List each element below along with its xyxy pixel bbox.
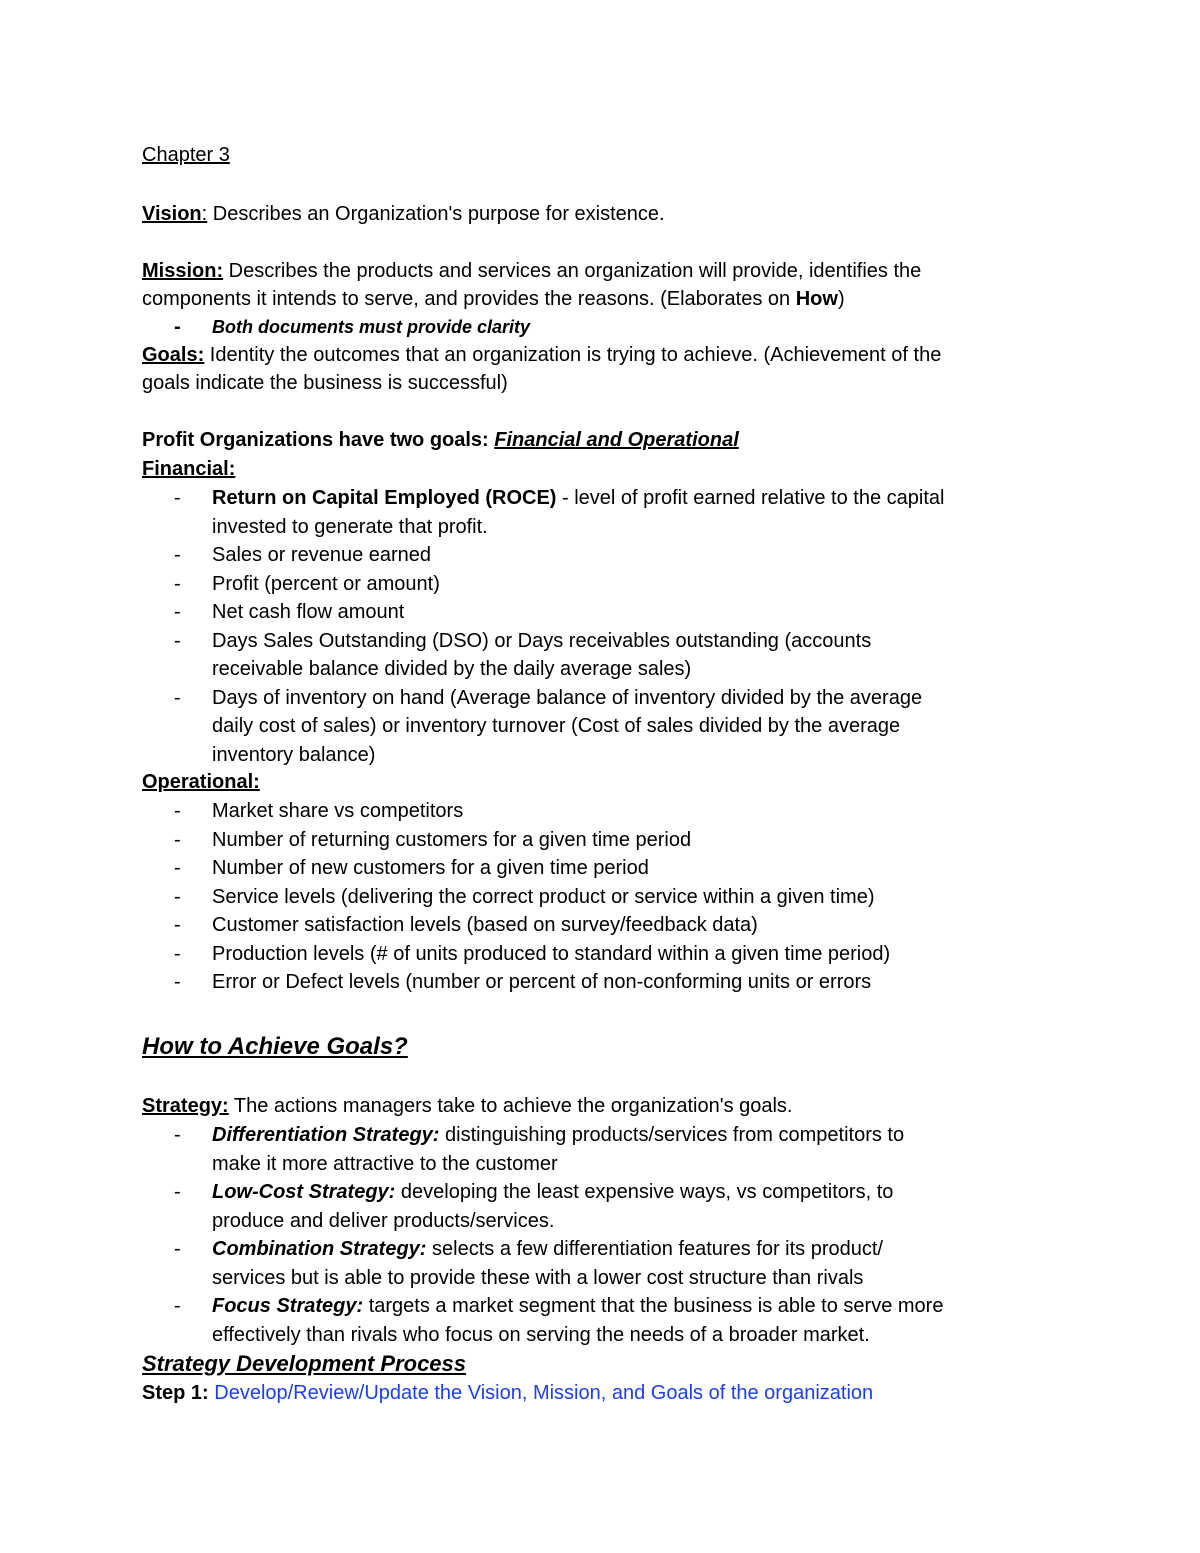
list-item: [142, 854, 890, 883]
mission-line-2: [142, 285, 845, 313]
list-dash: -: [174, 971, 181, 993]
list-item: [142, 570, 944, 599]
list-item-text: Market share vs competitors: [212, 800, 464, 822]
financial-heading: Financial:: [142, 458, 236, 480]
strategy-name: Differentiation Strategy:: [212, 1124, 440, 1146]
step1-text: Develop/Review/Update the Vision, Mission, and Goals of the organization: [214, 1382, 874, 1404]
list-item-text: Number of returning customers for a given time period: [212, 828, 692, 851]
strategy-label: Strategy:: [142, 1095, 229, 1117]
profit-orgs-emph: Financial and Operational: [494, 429, 739, 451]
goals-label: Goals:: [142, 344, 205, 366]
roce-label: Return on Capital Employed (ROCE): [212, 487, 557, 509]
list-item-cont: effectively than rivals who focus on serving the needs of a broader market.: [212, 1323, 870, 1346]
list-dash: -: [174, 601, 181, 623]
list-item: [142, 968, 890, 997]
list-dash: -: [174, 1295, 181, 1317]
list-item-text: Net cash flow amount: [212, 601, 405, 623]
list-item-text: Number of new customers for a given time period: [212, 857, 649, 879]
mission-how: How: [795, 288, 838, 310]
mission-line-1: [142, 257, 921, 285]
mission-text-2: components it intends to serve, and provides the reasons. (Elaborates on: [142, 288, 796, 310]
list-dash: -: [174, 1238, 181, 1260]
operational-heading: Operational:: [142, 771, 260, 793]
vision-paragraph: [142, 200, 665, 228]
list-item-text: targets a market segment that the business is able to serve more: [363, 1295, 944, 1317]
list-item-text: Service levels (delivering the correct product or service within a given time): [212, 885, 875, 908]
strategy-dev-heading: Strategy Development Process: [142, 1351, 467, 1376]
goals-line-1: [142, 341, 941, 369]
mission-bullet-text: Both documents must provide clarity: [212, 317, 531, 337]
strategy-line: [142, 1092, 793, 1120]
operational-list: [142, 797, 890, 997]
mission-close-paren: ): [837, 288, 845, 310]
list-dash: -: [174, 1124, 181, 1146]
list-item-text: developing the least expensive ways, vs competitors, to: [395, 1181, 894, 1203]
list-item-text: Customer satisfaction levels (based on survey/feedback data): [212, 914, 758, 936]
goals-line-2: goals indicate the business is successful): [142, 372, 508, 394]
list-item: [142, 940, 890, 969]
list-item-cont: produce and deliver products/services.: [212, 1209, 555, 1232]
list-item: [142, 541, 944, 570]
list-item-text: distinguishing products/services from competitors to: [439, 1124, 905, 1146]
list-dash: -: [174, 885, 181, 908]
strategy-name: Focus Strategy:: [212, 1295, 364, 1317]
list-item-text: Profit (percent or amount): [212, 572, 440, 595]
list-dash: -: [174, 800, 181, 822]
list-item-text: Days of inventory on hand (Average balance of inventory divided by the average: [212, 686, 923, 709]
list-item-cont: services but is able to provide these with a lower cost structure than rivals: [212, 1266, 864, 1289]
mission-bullet: [174, 313, 531, 341]
financial-list: [142, 484, 944, 769]
list-dash: -: [174, 942, 181, 965]
list-item-cont: receivable balance divided by the daily average sales): [212, 658, 692, 680]
list-dash: -: [174, 572, 181, 595]
vision-text: Describes an Organization's purpose for existence.: [207, 203, 665, 225]
step1-label: Step 1:: [142, 1382, 215, 1404]
mission-text-1: Describes the products and services an organization will provide, identifies the: [223, 260, 922, 282]
list-item-text: selects a few differentiation features for its product/: [426, 1238, 883, 1260]
list-item-text: - level of profit earned relative to the capital: [556, 487, 945, 509]
goals-text-1: Identity the outcomes that an organization is trying to achieve. (Achievement of the: [204, 344, 942, 366]
list-item: [142, 883, 890, 912]
list-item: [142, 484, 944, 541]
list-item-text: Days Sales Outstanding (DSO) or Days receivables outstanding (accounts: [212, 629, 872, 652]
list-dash: -: [174, 857, 181, 879]
list-item-cont: daily cost of sales) or inventory turnover (Cost of sales divided by the average: [212, 715, 901, 737]
list-item: [142, 797, 890, 826]
list-dash: -: [174, 914, 181, 936]
list-item: [142, 1121, 943, 1178]
list-item-cont: make it more attractive to the customer: [212, 1152, 558, 1175]
list-item: [142, 627, 944, 684]
list-item-cont: inventory balance): [212, 743, 376, 766]
strategy-text: The actions managers take to achieve the organization's goals.: [228, 1095, 793, 1117]
list-item-text: Sales or revenue earned: [212, 544, 432, 566]
bullet-dash: -: [174, 316, 181, 338]
list-dash: -: [174, 544, 181, 566]
list-item-text: Production levels (# of units produced to standard within a given time period): [212, 942, 891, 965]
list-dash: -: [174, 686, 181, 709]
list-dash: -: [174, 487, 181, 509]
vision-colon: :: [201, 203, 208, 225]
strategy-name: Combination Strategy:: [212, 1238, 427, 1260]
profit-orgs-line: [142, 426, 739, 454]
list-item: [142, 826, 890, 855]
list-item: [142, 1178, 943, 1235]
strategy-name: Low-Cost Strategy:: [212, 1181, 396, 1203]
list-item: [142, 1235, 943, 1292]
profit-orgs-text: Profit Organizations have two goals:: [142, 429, 495, 451]
chapter-title: Chapter 3: [142, 144, 230, 166]
list-dash: -: [174, 828, 181, 851]
vision-label: Vision: [142, 203, 202, 225]
list-item: [142, 598, 944, 627]
list-item: [142, 684, 944, 770]
list-item-text: Error or Defect levels (number or percent of non-conforming units or errors: [212, 971, 872, 993]
mission-label: Mission:: [142, 260, 224, 282]
step1-line: [142, 1379, 873, 1407]
list-item: [142, 911, 890, 940]
list-dash: -: [174, 629, 181, 652]
list-item-cont: invested to generate that profit.: [212, 515, 488, 538]
list-dash: -: [174, 1181, 181, 1203]
how-to-heading: How to Achieve Goals?: [142, 1033, 408, 1060]
list-item: [142, 1292, 943, 1349]
strategy-list: [142, 1121, 943, 1349]
